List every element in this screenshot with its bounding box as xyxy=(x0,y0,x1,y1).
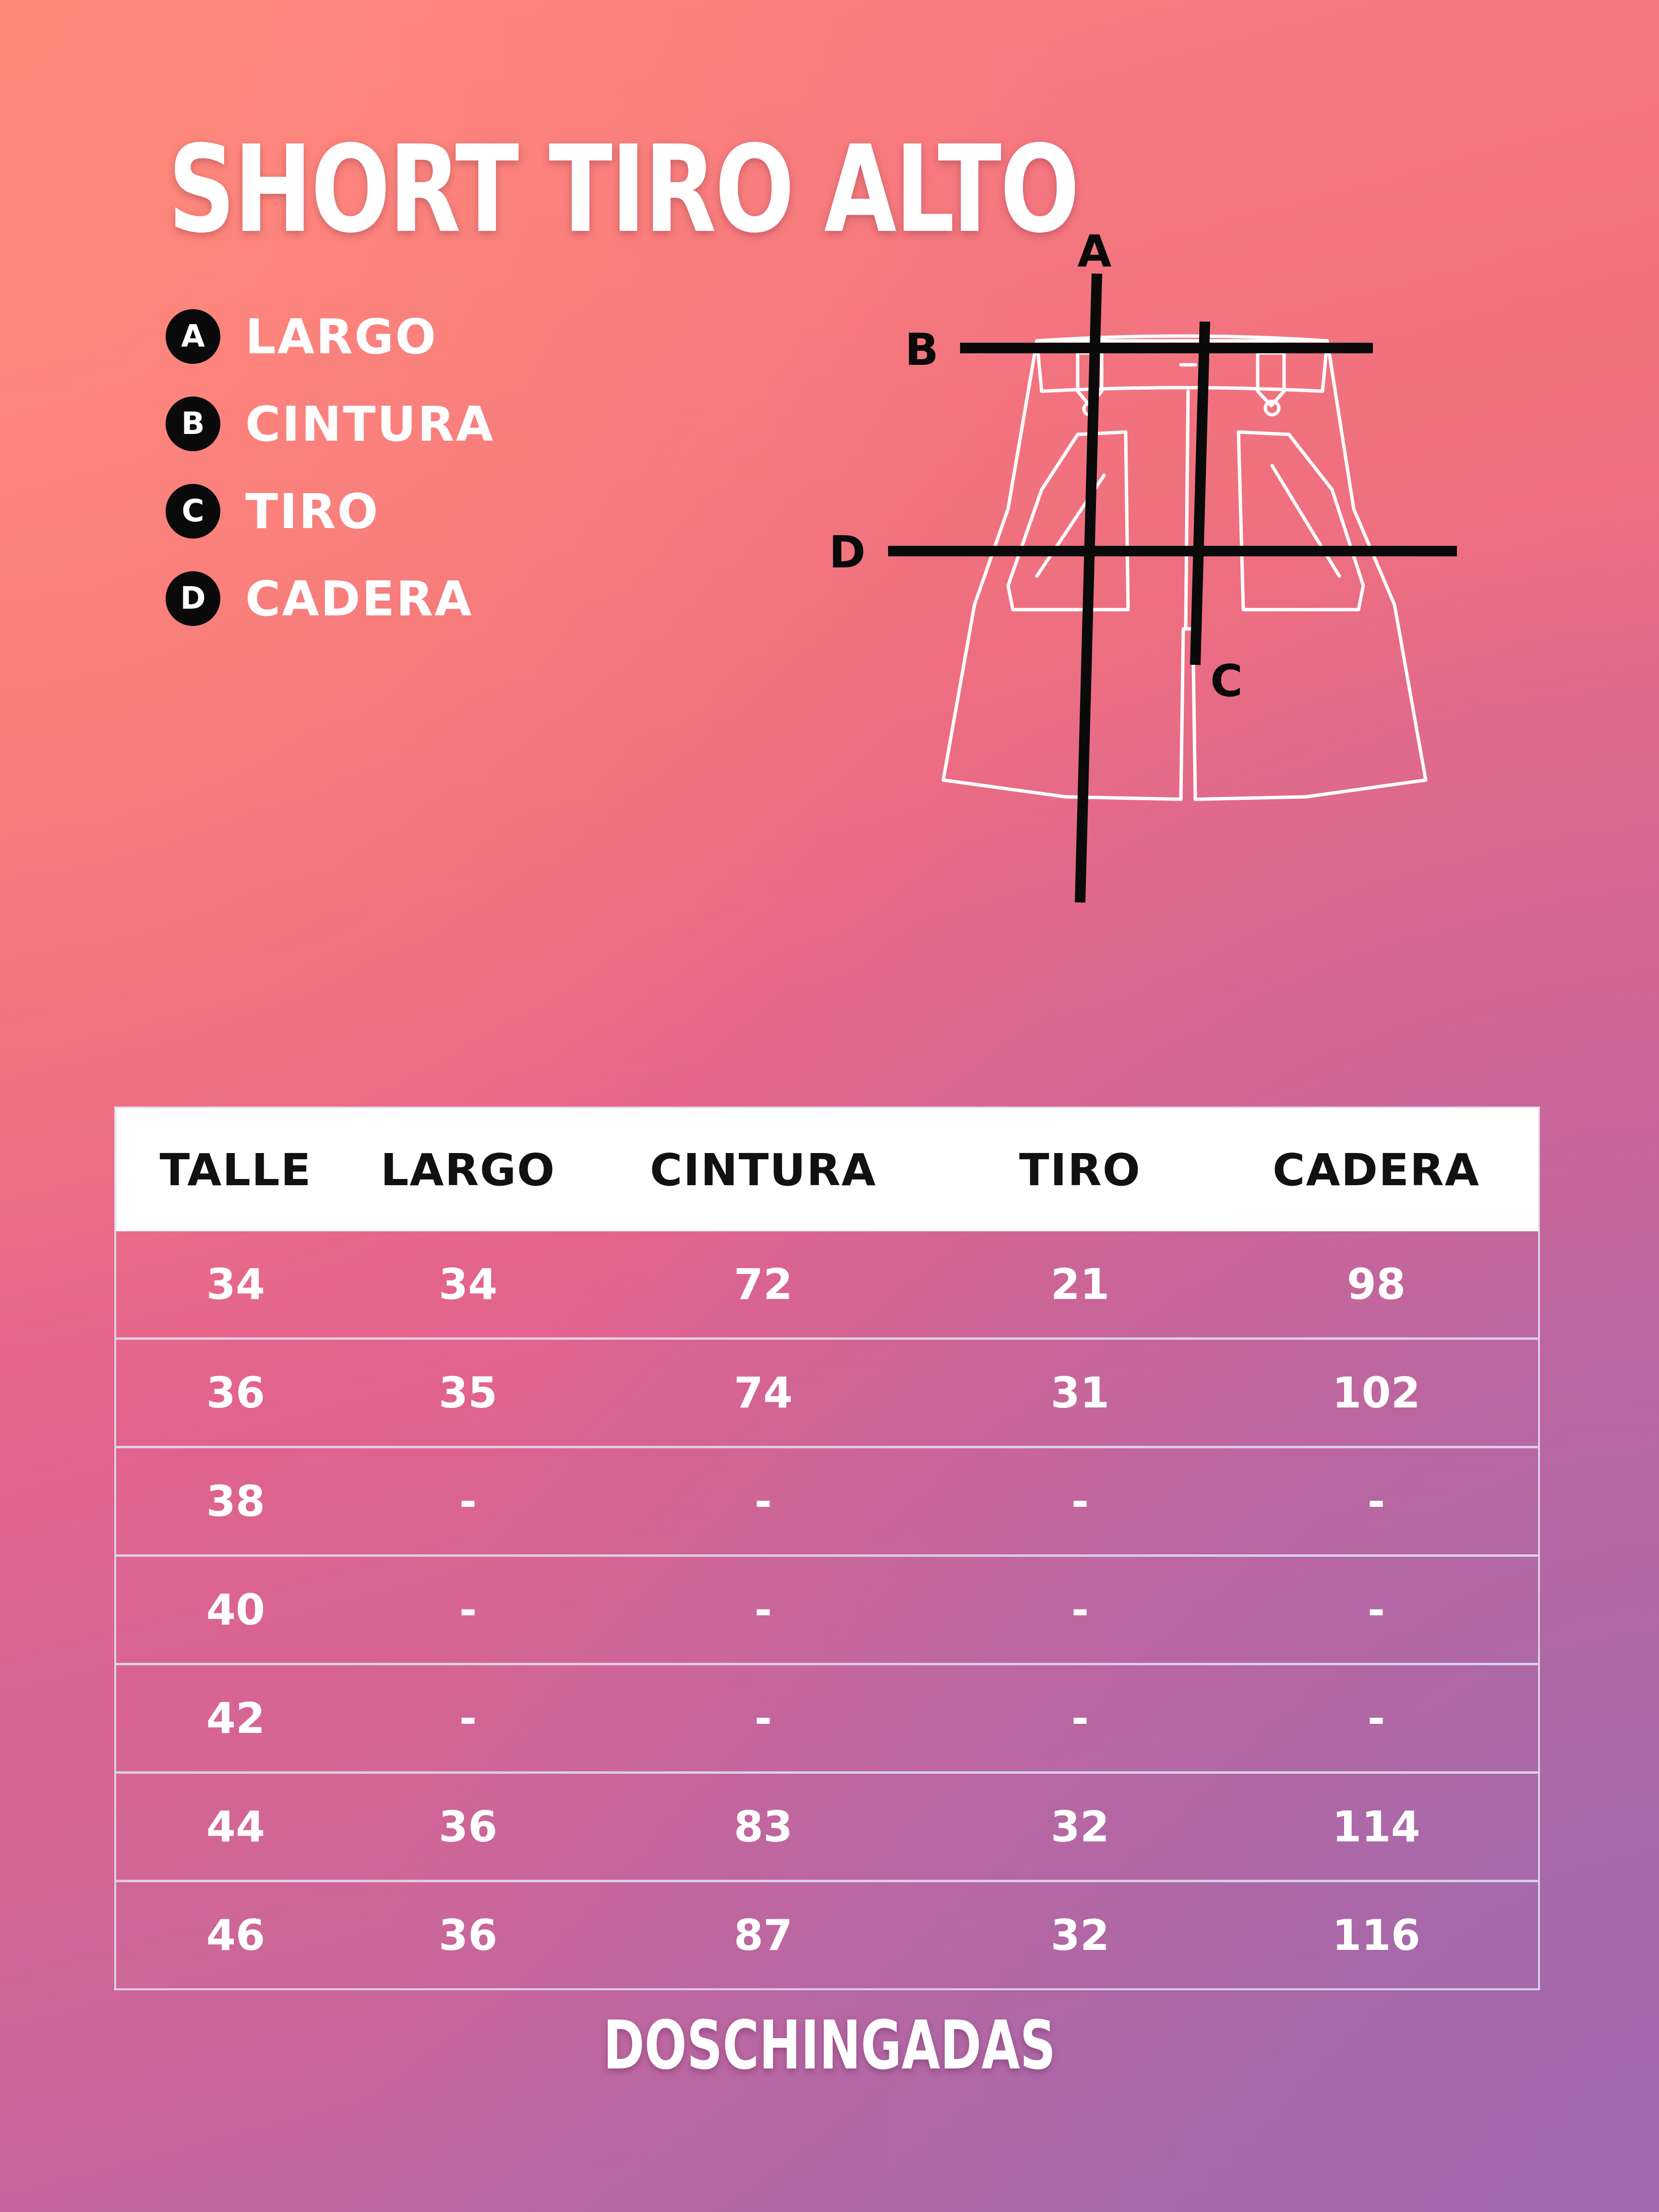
cell-talle: 34 xyxy=(206,1260,265,1309)
legend-badge-c: C xyxy=(166,484,220,539)
cell-tiro: 21 xyxy=(1050,1260,1110,1309)
table-row xyxy=(115,1339,1539,1447)
cell-cadera: 114 xyxy=(1214,1773,1539,1881)
header-talle: TALLE xyxy=(159,1144,312,1196)
legend-label-cintura: CINTURA xyxy=(245,396,495,452)
cell-tiro: - xyxy=(946,1556,1214,1664)
cell-largo: 34 xyxy=(438,1260,498,1309)
cell-talle: 40 xyxy=(115,1556,355,1664)
cell-largo: - xyxy=(355,1556,581,1664)
brand-label: DOSCHINGADAS xyxy=(603,2007,1056,2085)
diagram-label-a: A xyxy=(1077,226,1112,277)
cell-largo: 35 xyxy=(355,1339,581,1447)
cell-tiro: - xyxy=(946,1664,1214,1773)
table-row xyxy=(115,1881,1539,1990)
size-table xyxy=(114,1106,1540,1990)
cell-largo: 36 xyxy=(355,1773,581,1881)
legend-item-cadera xyxy=(166,555,494,642)
legend-label-tiro: TIRO xyxy=(245,483,380,540)
diagram-label-d: D xyxy=(829,527,866,578)
legend-badge-d: D xyxy=(166,571,220,626)
cell-tiro: - xyxy=(946,1447,1214,1556)
legend-badge-b: B xyxy=(166,397,220,451)
shorts-outline-icon xyxy=(816,221,1488,912)
cell-largo: - xyxy=(355,1664,581,1773)
cell-largo: 36 xyxy=(355,1881,581,1990)
cell-cadera: - xyxy=(1214,1556,1539,1664)
cell-cintura: 83 xyxy=(581,1773,946,1881)
header-largo: LARGO xyxy=(380,1144,556,1196)
cell-cadera: - xyxy=(1214,1664,1539,1773)
legend-label-largo: LARGO xyxy=(245,308,438,365)
table-row xyxy=(115,1664,1539,1773)
cell-cintura: 72 xyxy=(733,1260,793,1309)
table-row xyxy=(115,1773,1539,1881)
legend-item-tiro xyxy=(166,468,494,555)
table-row xyxy=(115,1447,1539,1556)
legend-item-largo xyxy=(166,293,494,380)
cell-tiro: 31 xyxy=(946,1339,1214,1447)
page-title: SHORT TIRO ALTO xyxy=(168,120,1078,259)
cell-tiro: 32 xyxy=(946,1881,1214,1990)
measurement-legend xyxy=(166,293,494,642)
table-row xyxy=(115,1556,1539,1664)
cell-cadera: 98 xyxy=(1346,1260,1406,1309)
cell-talle: 44 xyxy=(115,1773,355,1881)
cell-talle: 38 xyxy=(115,1447,355,1556)
cell-cintura: 74 xyxy=(581,1339,946,1447)
cell-talle: 46 xyxy=(115,1881,355,1990)
cell-cintura: - xyxy=(581,1664,946,1773)
header-cadera: CADERA xyxy=(1273,1144,1480,1196)
legend-label-cadera: CADERA xyxy=(245,570,473,627)
table-header-row xyxy=(115,1107,1539,1231)
shorts-diagram xyxy=(816,221,1488,912)
legend-badge-a: A xyxy=(166,309,220,364)
legend-item-cintura xyxy=(166,380,494,468)
cell-tiro: 32 xyxy=(946,1773,1214,1881)
cell-largo: - xyxy=(355,1447,581,1556)
diagram-label-b: B xyxy=(904,324,939,375)
cell-cadera: 102 xyxy=(1214,1339,1539,1447)
cell-cadera: 116 xyxy=(1214,1881,1539,1990)
table-row xyxy=(115,1231,1539,1339)
brand-name xyxy=(0,2007,1659,2085)
cell-talle: 36 xyxy=(115,1339,355,1447)
cell-cintura: - xyxy=(581,1447,946,1556)
header-cintura: CINTURA xyxy=(649,1144,877,1196)
cell-cadera: - xyxy=(1214,1447,1539,1556)
header-tiro: TIRO xyxy=(1019,1144,1142,1196)
cell-talle: 42 xyxy=(115,1664,355,1773)
cell-cintura: 87 xyxy=(581,1881,946,1990)
cell-cintura: - xyxy=(581,1556,946,1664)
diagram-label-c: C xyxy=(1210,655,1243,707)
